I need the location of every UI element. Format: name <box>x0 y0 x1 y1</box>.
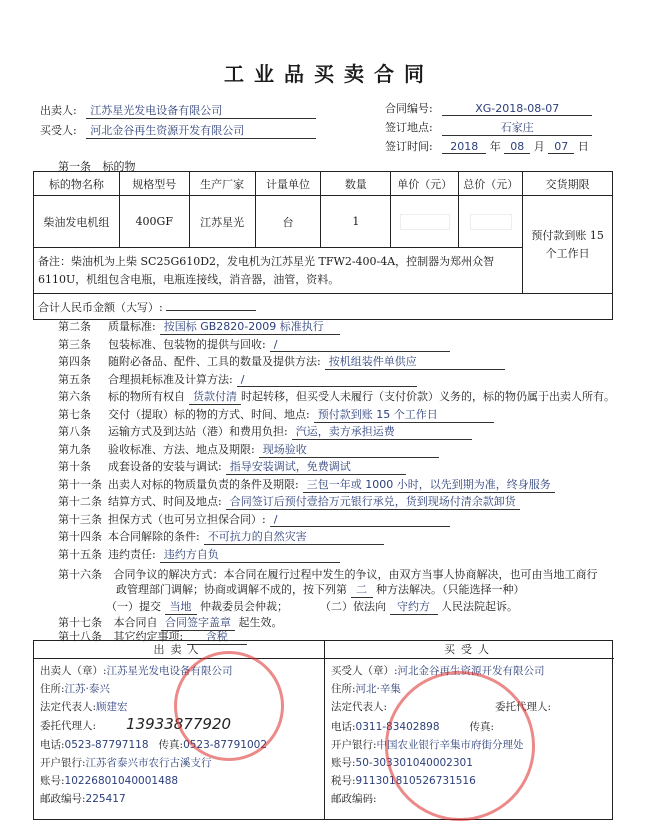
header-cell: 生产厂家 <box>189 172 255 196</box>
total-row <box>34 294 613 320</box>
label: 出卖人（章）: <box>40 665 107 677</box>
sign-date-label: 签订时间: <box>385 140 433 153</box>
label: 法定代表人: <box>40 701 97 713</box>
seller-head: 出卖人 <box>34 641 324 659</box>
header-cell: 总价（元） <box>459 172 523 196</box>
value: 河北金谷再生资源开发有限公司 <box>397 665 545 677</box>
clause-value: 汽运，卖方承担运费 <box>292 423 472 440</box>
sign-year: 2018 <box>442 140 486 154</box>
clause-value: 按机组装件单供应 <box>325 353 505 370</box>
article-16-opt2 <box>320 598 518 615</box>
clause-row <box>58 336 450 352</box>
seller-bank-line <box>40 755 212 770</box>
value: 0311-83402898 <box>355 721 440 733</box>
seller-acct-line <box>40 773 178 788</box>
clause-label: 违约责任: <box>108 547 156 561</box>
label: 委托代理人: <box>495 701 552 713</box>
buyer-rep-line <box>331 699 387 714</box>
article-18-a: 其它约定事项: <box>113 630 184 643</box>
value: 河北·辛集 <box>355 683 401 695</box>
clause-no: 第十条 <box>58 460 91 473</box>
table-note: 备注：柴油机为上柴 SC25G610D2，发电机为江苏星光 TFW2-400-4A，控制器为郑州众智 6110U，机组包含电瓶，电瓶连接线，消音器，油管，资料。 <box>34 248 523 294</box>
label: 电话: <box>40 739 65 751</box>
label: 邮政编号: <box>40 793 86 805</box>
clause-value: / <box>270 513 450 527</box>
item-qty: 1 <box>321 196 391 248</box>
clause-label: 随附必备品、配件、工具的数量及提供方法: <box>108 355 321 368</box>
clause-no: 第八条 <box>58 425 91 438</box>
opt1-value: 当地 <box>165 598 197 615</box>
seller-name: 江苏星光发电设备有限公司 <box>86 102 316 119</box>
clause-no: 第十一条 <box>58 477 102 491</box>
article-1-no: 第一条 <box>58 160 91 173</box>
delivery-term: 预付款到账 15 个工作日 <box>523 196 613 294</box>
buyer-seal-stamp <box>385 671 535 821</box>
seller-column <box>34 641 324 819</box>
clause-label: 合理损耗标准及计算方法: <box>108 372 233 386</box>
seller-line <box>40 102 316 119</box>
contract-no-line <box>385 100 592 116</box>
value: 10226801040001488 <box>64 775 179 787</box>
article-17-b: 起生效。 <box>238 616 283 629</box>
clause-no: 第十二条 <box>58 495 102 508</box>
clause-row <box>58 476 555 493</box>
clause-label: 包装标准、包装物的提供与回收: <box>108 337 266 351</box>
article-1-title: 标的物 <box>102 160 136 173</box>
clause-row <box>58 388 615 405</box>
article-16-line2 <box>116 581 525 598</box>
sign-place-label: 签订地点: <box>385 121 433 134</box>
label: 账号: <box>40 775 65 787</box>
clause-label: 结算方式、时间及地点: <box>108 495 222 508</box>
seller-rep-line <box>40 699 128 714</box>
opt1-suffix: 仲裁委员会仲裁； <box>200 600 288 613</box>
label: 开户银行: <box>331 739 377 751</box>
clause-label: 运输方式及到达站（港）和费用负担: <box>108 425 288 438</box>
header-cell: 计量单位 <box>255 172 321 196</box>
sign-day: 07 <box>548 140 574 154</box>
clause-no: 第五条 <box>58 372 91 386</box>
clause-row <box>58 511 450 527</box>
clause-label: 标的物所有权自 <box>108 390 185 403</box>
clause-no: 第六条 <box>58 390 91 403</box>
item-name: 柴油发电机组 <box>34 196 120 248</box>
header-cell: 规格型号 <box>119 172 189 196</box>
clause-value: / <box>270 338 450 352</box>
article-16-text2a: 政管理部门调解；协商或调解不成的，按下列第 <box>116 583 347 596</box>
opt2-prefix: （二）依法向 <box>320 600 386 613</box>
sign-month: 08 <box>504 140 530 154</box>
clause-row <box>58 546 340 563</box>
label: 住所: <box>40 683 65 695</box>
buyer-name: 河北金谷再生资源开发有限公司 <box>86 122 316 139</box>
label: 传真: <box>469 721 495 733</box>
label: 开户银行: <box>40 757 86 769</box>
value: 江苏省泰兴市农行古溪支行 <box>85 757 212 769</box>
month-unit: 月 <box>533 140 545 153</box>
value: 江苏星光发电设备有限公司 <box>106 665 233 677</box>
label: 住所: <box>331 683 356 695</box>
clause-value: 预付款到账 15 个工作日 <box>314 406 494 423</box>
header-cell: 标的物名称 <box>34 172 120 196</box>
article-16-opt1 <box>106 598 288 615</box>
clause-value: 现场验收 <box>259 441 439 458</box>
header-cell: 交货期限 <box>523 172 613 196</box>
clause-label: 成套设备的安装与调试: <box>108 460 222 473</box>
opt1-prefix: （一）提交 <box>106 600 161 613</box>
clause-label: 担保方式（也可另立担保合同）: <box>108 512 266 526</box>
buyer-head: 买受人 <box>325 641 614 659</box>
clause-value: / <box>237 373 417 387</box>
clause-label: 交付（提取）标的物的方式、时间、地点: <box>108 407 310 421</box>
label: 委托代理人: <box>40 720 97 732</box>
value: 江苏·泰兴 <box>64 683 110 695</box>
total-cell <box>34 294 613 320</box>
article-17-a: 本合同自 <box>113 616 158 629</box>
clause-label: 验收标准、方法、地点及期限: <box>108 442 255 456</box>
seller-zip-line <box>40 791 126 806</box>
article-17-no: 第十七条 <box>58 616 102 629</box>
value: 50-303301040002301 <box>355 757 473 769</box>
label: 传真: <box>158 739 184 751</box>
value: 中国农业银行辛集市府街分理处 <box>376 739 524 751</box>
clause-row <box>58 441 439 458</box>
table-row <box>34 196 613 248</box>
seller-label: 出卖人: <box>40 104 77 117</box>
clause-value: 指导安装调试，免费调试 <box>226 458 406 475</box>
opt2-suffix: 人民法院起诉。 <box>441 600 518 613</box>
clause-value: 违约方自负 <box>160 546 340 563</box>
header-cell: 数量 <box>321 172 391 196</box>
value: 0523-87791002 <box>183 739 268 751</box>
clause-no: 第二条 <box>58 320 91 333</box>
buyer-line <box>40 122 316 139</box>
item-unit-price <box>391 196 459 248</box>
article-16-text2b: 种方法解决。（只能选择一种） <box>376 583 525 596</box>
clause-value: 合同签订后预付壹拾万元银行承兑，货到现场付清余款卸货 <box>226 493 520 510</box>
clause-value: 三包一年或 1000 小时，以先到期为准，终身服务 <box>303 476 555 493</box>
clause-row <box>58 371 417 387</box>
label: 账号: <box>331 757 356 769</box>
clause-no: 第十四条 <box>58 530 102 543</box>
value: 顾建宏 <box>96 701 128 713</box>
item-maker: 江苏星光 <box>189 196 255 248</box>
label: 邮政编码: <box>331 793 377 805</box>
clause-no: 第七条 <box>58 407 91 421</box>
clause-row <box>58 423 472 440</box>
clause-value: 不可抗力的自然灾害 <box>204 528 384 545</box>
handwritten-phone: 13933877920 <box>126 715 232 733</box>
article-16-text1: 合同争议的解决方式：本合同在履行过程中发生的争议，由双方当事人协商解决，也可由当地工商行 <box>113 568 598 581</box>
value: 0523-87797118 <box>64 739 149 751</box>
label: 电话: <box>331 721 356 733</box>
total-label: 合计人民币金额（大写）: <box>38 300 163 314</box>
item-model: 400GF <box>119 196 189 248</box>
clause-value: 按国标 GB2820-2009 标准执行 <box>160 318 340 335</box>
goods-table <box>33 171 613 320</box>
value: 911301810526731516 <box>355 775 476 787</box>
clause-row <box>58 528 384 545</box>
sign-date-line <box>385 138 589 154</box>
clause-no: 第三条 <box>58 337 91 351</box>
article-16-no: 第十六条 <box>58 568 102 581</box>
signature-block <box>33 640 613 820</box>
clause-row <box>58 318 340 335</box>
label: 法定代表人: <box>331 701 388 713</box>
sign-place: 石家庄 <box>442 119 592 136</box>
total-amount-blank <box>166 299 256 311</box>
year-unit: 年 <box>489 140 501 153</box>
contract-no-label: 合同编号: <box>385 102 433 115</box>
clause-label: 质量标准: <box>108 320 156 333</box>
sign-place-line <box>385 119 592 136</box>
clause-row <box>58 406 494 423</box>
article-16-choice: 二 <box>351 581 373 598</box>
buyer-addr-line <box>331 681 401 696</box>
clause-row <box>58 458 406 475</box>
clause-value: 货款付清 <box>189 388 241 405</box>
clause-no: 第四条 <box>58 355 91 368</box>
article-18-value: 含税 <box>187 628 247 645</box>
article-17-value: 合同签字盖章 <box>161 614 235 631</box>
page-title: 工业品买卖合同 <box>224 62 434 86</box>
value: 225417 <box>85 793 126 805</box>
clause-label: 出卖人对标的物质量负责的条件及期限: <box>108 477 299 491</box>
clause-no: 第十五条 <box>58 547 102 561</box>
seller-seal-stamp <box>174 651 284 761</box>
opt2-value: 守约方 <box>390 598 438 615</box>
clause-no: 第十三条 <box>58 512 102 526</box>
label: 税号: <box>331 775 356 787</box>
article-18-no: 第十八条 <box>58 630 102 643</box>
buyer-zip-line <box>331 791 377 806</box>
table-header-row <box>34 172 613 196</box>
clause-tail: 时起转移，但买受人未履行（支付价款）义务的，标的物仍属于出卖人所有。 <box>241 390 615 403</box>
clause-row <box>58 493 520 510</box>
header-cell: 单价（元） <box>391 172 459 196</box>
article-16 <box>58 566 598 582</box>
clause-no: 第九条 <box>58 442 91 456</box>
clause-row <box>58 353 505 370</box>
day-unit: 日 <box>577 140 589 153</box>
seller-addr-line <box>40 681 110 696</box>
label: 买受人（章）: <box>331 665 398 677</box>
buyer-column <box>324 641 614 819</box>
buyer-label: 买受人: <box>40 124 77 137</box>
item-total-price <box>459 196 523 248</box>
item-unit: 台 <box>255 196 321 248</box>
contract-no: XG-2018-08-07 <box>442 102 592 116</box>
clause-label: 本合同解除的条件: <box>108 530 200 543</box>
